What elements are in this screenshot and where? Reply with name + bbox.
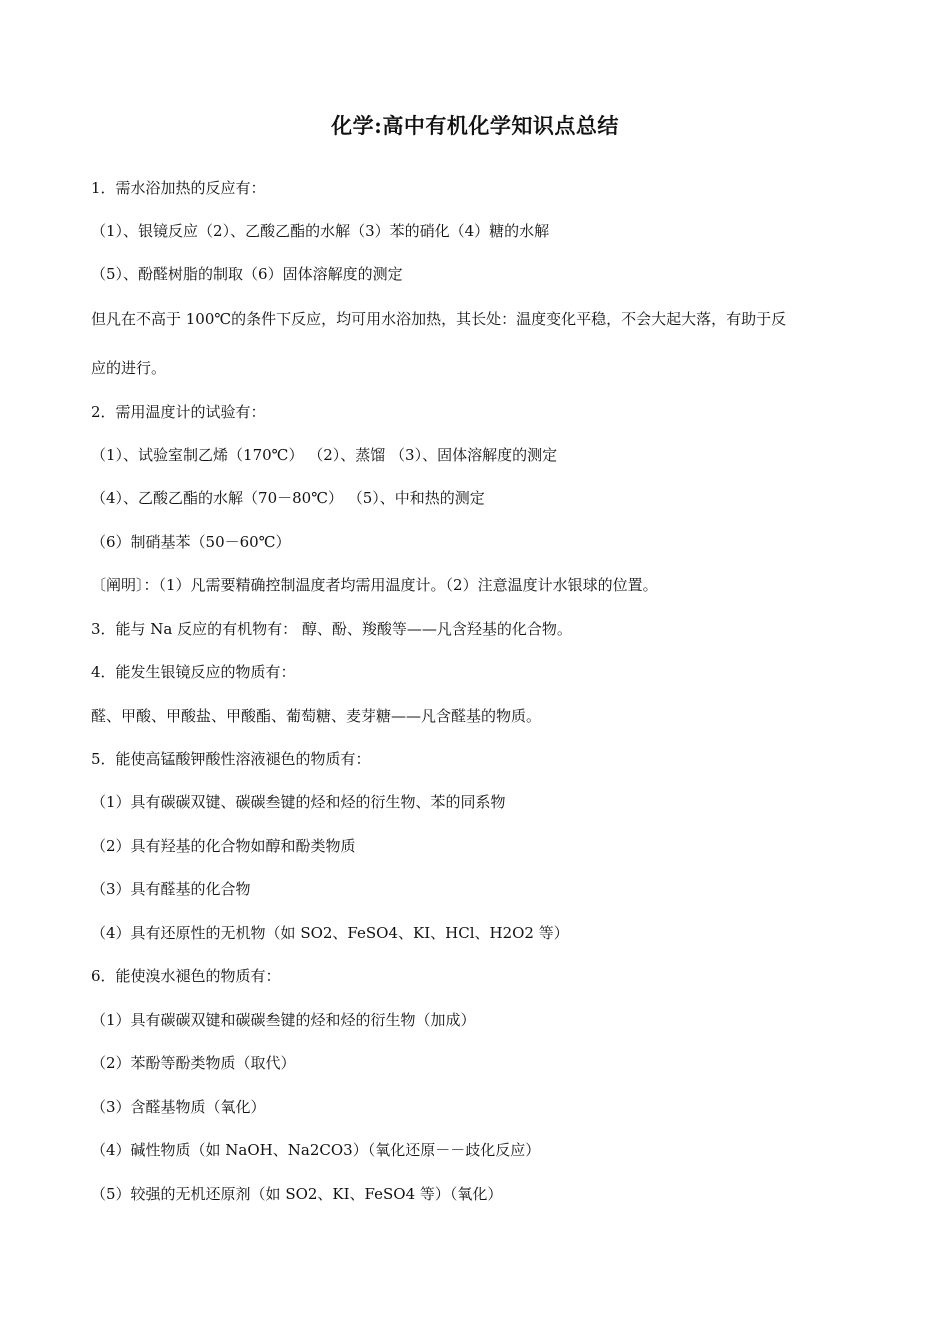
- text-line: 但凡在不高于 100℃的条件下反应，均可用水浴加热，其长处：温度变化平稳，不会大起大落，有助于反: [91, 310, 787, 328]
- text-line: 2．需用温度计的试验有：: [91, 403, 266, 421]
- text-line: （5）较强的无机还原剂（如 SO2、KI、FeSO4 等）（氧化）: [91, 1185, 503, 1203]
- text-line: （2）苯酚等酚类物质（取代）: [91, 1054, 296, 1072]
- text-line: （1）具有碳碳双键、碳碳叁键的烃和烃的衍生物、苯的同系物: [91, 793, 506, 811]
- text-line: 〔阐明〕：（1）凡需要精确控制温度者均需用温度计。（2）注意温度计水银球的位置。: [91, 576, 658, 594]
- text-line: （1）、试验室制乙烯（170℃） （2）、蒸馏 （3）、固体溶解度的测定: [91, 446, 558, 464]
- text-line: （3）具有醛基的化合物: [91, 880, 251, 898]
- text-line: 4．能发生银镜反应的物质有：: [91, 663, 296, 681]
- text-line: （6）制硝基苯（50－60℃）: [91, 533, 291, 551]
- text-line: 6．能使溴水褪色的物质有：: [91, 967, 281, 985]
- text-line: 1．需水浴加热的反应有：: [91, 179, 266, 197]
- text-line: 应的进行。: [91, 359, 167, 377]
- text-line: （4）、乙酸乙酯的水解（70－80℃） （5）、中和热的测定: [91, 489, 485, 507]
- document-title: 化学:高中有机化学知识点总结: [331, 113, 619, 138]
- text-line: （1）、银镜反应（2）、乙酸乙酯的水解（3）苯的硝化（4）糖的水解: [91, 222, 550, 240]
- text-line: （4）具有还原性的无机物（如 SO2、FeSO4、KI、HCl、H2O2 等）: [91, 924, 569, 942]
- text-line: 3．能与 Na 反应的有机物有： 醇、酚、羧酸等——凡含羟基的化合物。: [91, 620, 572, 638]
- text-line: 5．能使高锰酸钾酸性溶液褪色的物质有：: [91, 750, 371, 768]
- text-line: 醛、甲酸、甲酸盐、甲酸酯、葡萄糖、麦芽糖——凡含醛基的物质。: [91, 707, 542, 725]
- text-line: （3）含醛基物质（氧化）: [91, 1098, 266, 1116]
- text-line: （4）碱性物质（如 NaOH、Na2CO3）（氧化还原－－歧化反应）: [91, 1141, 541, 1159]
- text-line: （2）具有羟基的化合物如醇和酚类物质: [91, 837, 356, 855]
- text-line: （5）、酚醛树脂的制取（6）固体溶解度的测定: [91, 265, 403, 283]
- text-line: （1）具有碳碳双键和碳碳叁键的烃和烃的衍生物（加成）: [91, 1011, 476, 1029]
